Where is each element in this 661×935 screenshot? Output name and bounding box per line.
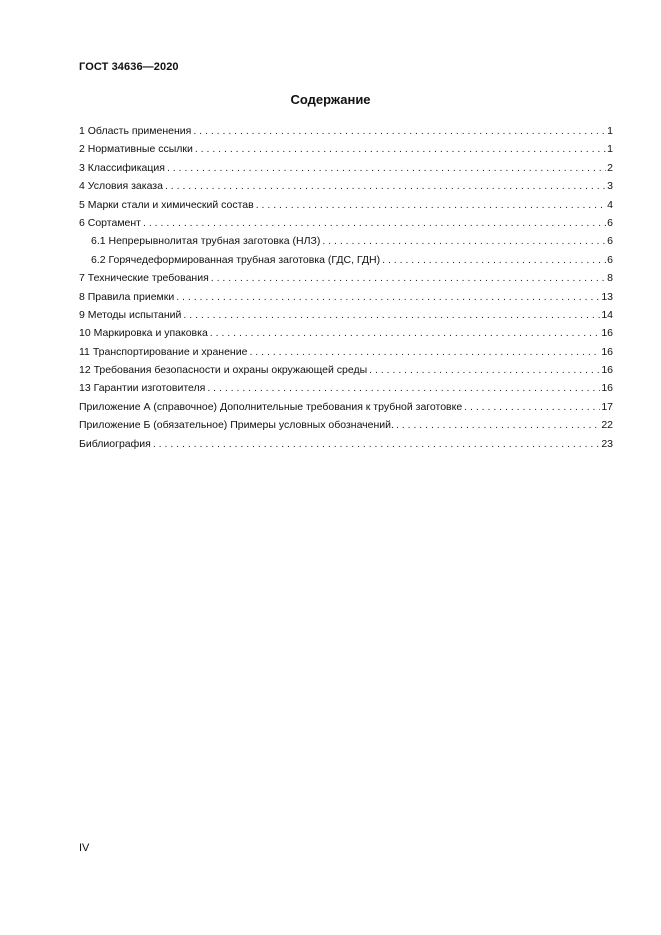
toc-entry[interactable] <box>79 214 613 232</box>
toc-entry[interactable] <box>79 416 613 434</box>
toc-entry-label: 1 Область применения <box>79 125 192 137</box>
toc-leader-dots <box>153 435 600 453</box>
toc-entry[interactable] <box>79 177 613 195</box>
toc-subentry[interactable] <box>79 232 613 250</box>
toc-entry-page: 16 <box>601 327 613 340</box>
toc-title: Содержание <box>290 92 371 107</box>
toc-entry-page: 1 <box>607 125 613 137</box>
toc-leader-dots <box>256 196 606 214</box>
toc-entry-label: 12 Требования безопасности и охраны окружающей среды <box>79 364 368 377</box>
toc-entry-page: 6 <box>607 216 613 229</box>
toc-entry[interactable] <box>79 324 613 342</box>
toc-entry[interactable] <box>79 379 613 397</box>
toc-subentry[interactable] <box>79 251 613 269</box>
toc-leader-dots <box>165 177 606 195</box>
toc-entry-page: 1 <box>607 143 613 156</box>
toc-entry[interactable] <box>79 122 613 140</box>
toc-entry-page: 22 <box>601 419 613 432</box>
toc-leader-dots <box>143 214 606 232</box>
toc-entry-page: 13 <box>601 290 613 303</box>
toc-entry-page: 6 <box>607 235 613 248</box>
toc-entry-page: 17 <box>601 400 613 413</box>
toc-entry-label: 6 Сортамент <box>79 216 141 229</box>
toc-entry[interactable] <box>79 435 613 453</box>
toc-leader-dots <box>176 288 600 306</box>
toc-leader-dots <box>382 251 606 269</box>
toc-entry-label: 6.2 Горячедеформированная трубная заготовка (ГДС, ГДН) <box>91 253 381 266</box>
toc-entry-label: 6.1 Непрерывнолитая трубная заготовка (НЛЗ) <box>91 235 321 248</box>
toc-entry-page: 16 <box>601 382 613 395</box>
toc-entry[interactable] <box>79 269 613 287</box>
table-of-contents <box>79 122 613 453</box>
toc-entry-label: 10 Маркировка и упаковка <box>79 327 208 340</box>
toc-entry-label: Приложение Б (обязательное) Примеры условных обозначений. <box>79 419 394 432</box>
toc-entry-page: 16 <box>601 345 613 358</box>
toc-leader-dots <box>249 343 600 361</box>
toc-entry-page: 4 <box>607 198 613 211</box>
toc-leader-dots <box>210 324 601 342</box>
toc-leader-dots <box>464 398 600 416</box>
toc-entry-label: 5 Марки стали и химический состав <box>79 198 254 211</box>
toc-entry[interactable] <box>79 159 613 177</box>
toc-entry-label: Приложение А (справочное) Дополнительные требования к трубной заготовке <box>79 400 463 413</box>
toc-entry[interactable] <box>79 196 613 214</box>
toc-leader-dots <box>167 159 606 177</box>
toc-entry[interactable] <box>79 361 613 379</box>
toc-entry[interactable] <box>79 306 613 324</box>
toc-entry-label: 11 Транспортирование и хранение <box>79 345 248 358</box>
toc-entry-page: 6 <box>607 253 613 266</box>
toc-entry-label: 7 Технические требования <box>79 272 209 285</box>
toc-leader-dots <box>211 269 606 287</box>
toc-entry-page: 23 <box>601 437 613 450</box>
toc-entry-page: 8 <box>607 272 613 285</box>
toc-entry-page: 2 <box>607 161 613 174</box>
toc-entry-label: 9 Методы испытаний <box>79 308 182 321</box>
toc-leader-dots <box>207 379 600 397</box>
toc-entry-label: 13 Гарантии изготовителя <box>79 382 206 395</box>
toc-entry-label: 3 Классификация <box>79 161 165 174</box>
page-number: IV <box>79 842 90 854</box>
toc-leader-dots <box>183 306 600 324</box>
toc-entry[interactable] <box>79 343 613 361</box>
toc-entry-label: Библиография <box>79 437 151 450</box>
toc-entry[interactable] <box>79 140 613 158</box>
toc-entry-page: 14 <box>601 308 613 321</box>
toc-leader-dots <box>369 361 600 379</box>
toc-leader-dots <box>396 416 600 434</box>
document-header: ГОСТ 34636—2020 <box>79 61 179 73</box>
toc-entry-page: 3 <box>607 180 613 193</box>
toc-entry[interactable] <box>79 398 613 416</box>
toc-leader-dots <box>322 232 606 250</box>
toc-entry-label: 4 Условия заказа <box>79 180 163 193</box>
toc-entry-page: 16 <box>601 364 613 377</box>
toc-leader-dots <box>195 140 606 158</box>
toc-entry-label: 2 Нормативные ссылки <box>79 143 193 156</box>
toc-leader-dots <box>193 122 606 140</box>
toc-entry-label: 8 Правила приемки <box>79 290 175 303</box>
toc-entry[interactable] <box>79 288 613 306</box>
